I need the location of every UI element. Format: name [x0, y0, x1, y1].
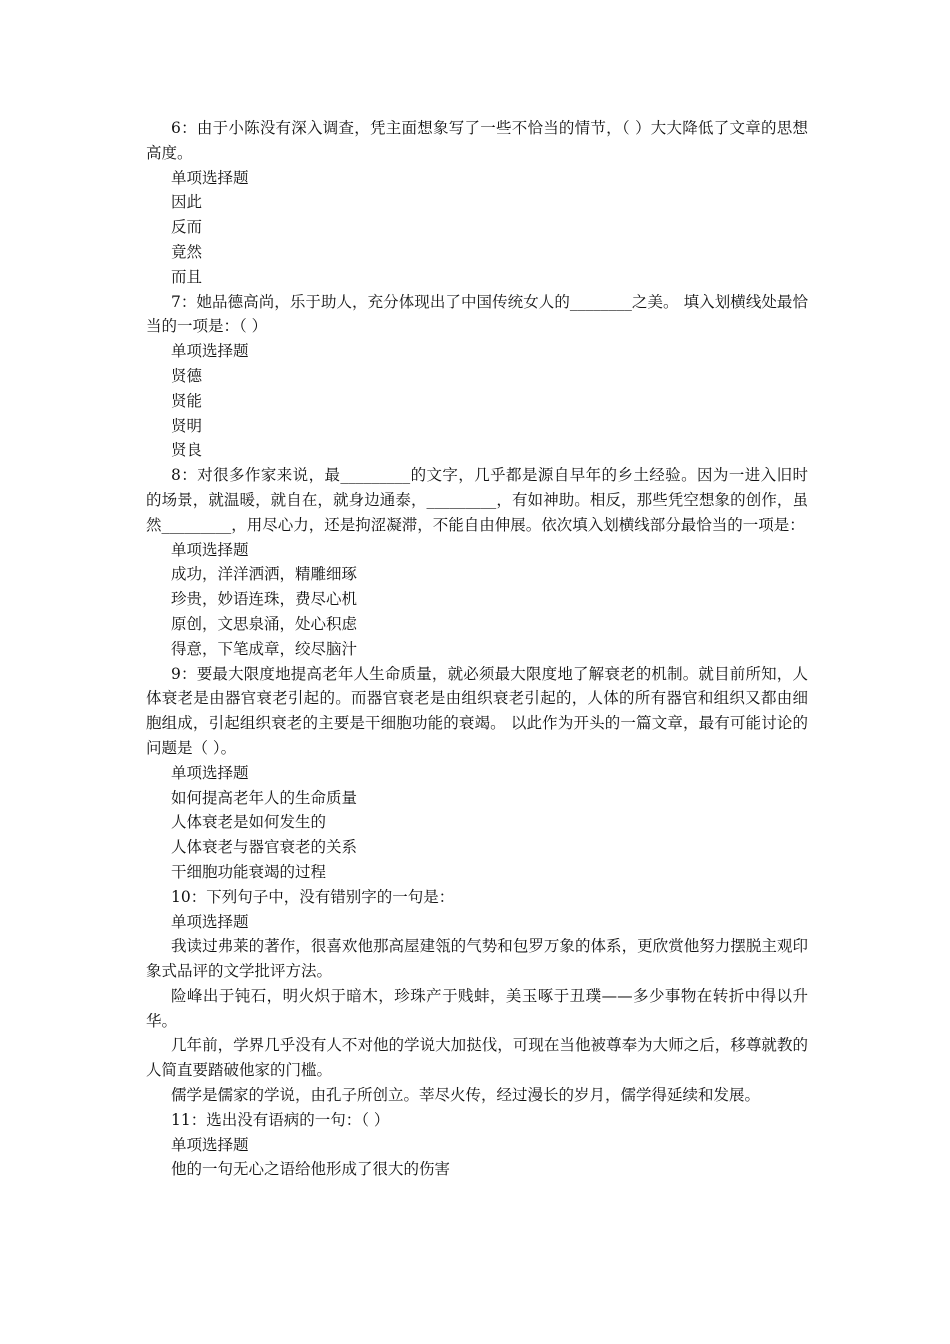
question-6-option-b: 反而 [171, 218, 203, 237]
question-6-type: 单项选择题 [171, 168, 249, 187]
question-11-type: 单项选择题 [171, 1135, 249, 1154]
question-7-option-c: 贤明 [171, 416, 203, 435]
question-8-option-c: 原创，文思泉涌，处心积虑 [171, 614, 358, 633]
question-11-stem: 11：选出没有语病的一句：（ ） [171, 1110, 390, 1129]
question-7-option-a: 贤德 [171, 366, 203, 385]
question-8-stem: 8：对很多作家来说，最_________的文字，几乎都是源自早年的乡土经验。因为一进入旧时的场景，就温暖，就自在，就身边通泰，_________，有如神助。相反，那些凭空想象的创作，虽然_________，用尽心力，还是拘涩凝滞，不能自由伸展。依次填入划横线部分最恰当的一项是： [146, 466, 808, 534]
question-9-option-a: 如何提高老年人的生命质量 [171, 788, 358, 807]
question-7-option-b: 贤能 [171, 391, 203, 410]
question-10-option-d: 儒学是儒家的学说，由孔子所创立。莘尽火传，经过漫长的岁月，儒学得延续和发展。 [171, 1086, 761, 1105]
question-9-type: 单项选择题 [171, 763, 249, 782]
question-9-stem: 9：要最大限度地提高老年人生命质量，就必须最大限度地了解衰老的机制。就目前所知，人体衰老是由器官衰老引起的。而器官衰老是由组织衰老引起的，人体的所有器官和组织又都由细胞组成，引起组织衰老的主要是干细胞功能的衰竭。 以此作为开头的一篇文章，最有可能讨论的问题是（ ）。 [146, 664, 808, 757]
question-8-type: 单项选择题 [171, 540, 249, 559]
question-10-type: 单项选择题 [171, 912, 249, 931]
question-9-option-c: 人体衰老与器官衰老的关系 [171, 838, 358, 857]
question-7-option-d: 贤良 [171, 441, 203, 460]
question-6-option-d: 而且 [171, 267, 203, 286]
question-10-option-c: 几年前，学界几乎没有人不对他的学说大加挞伐，可现在当他被尊奉为大师之后，移尊就教的人简直要踏破他家的门槛。 [146, 1036, 808, 1080]
question-11-option-a: 他的一句无心之语给他形成了很大的伤害 [171, 1160, 451, 1179]
question-10-option-a: 我读过弗莱的著作，很喜欢他那高屋建瓴的气势和包罗万象的体系，更欣赏他努力摆脱主观印象式品评的文学批评方法。 [146, 937, 808, 981]
question-9-option-d: 干细胞功能衰竭的过程 [171, 862, 327, 881]
question-7-type: 单项选择题 [171, 342, 249, 361]
question-6-option-a: 因此 [171, 193, 203, 212]
question-10-option-b: 险峰出于钝石，明火炽于暗木，珍珠产于贱蚌，美玉啄于丑璞——多少事物在转折中得以升华。 [146, 986, 808, 1030]
document-page [146, 116, 808, 1182]
question-6-stem: 6：由于小陈没有深入调查，凭主面想象写了一些不恰当的情节，（ ）大大降低了文章的思想高度。 [146, 119, 808, 162]
question-10-stem: 10：下列句子中，没有错别字的一句是： [171, 887, 455, 906]
question-9-option-b: 人体衰老是如何发生的 [171, 813, 327, 832]
question-8-option-b: 珍贵，妙语连珠，费尽心机 [171, 590, 358, 609]
question-6-option-c: 竟然 [171, 242, 203, 261]
question-8-option-d: 得意，下笔成章，绞尽脑汁 [171, 639, 358, 658]
question-7-stem: 7：她品德高尚，乐于助人，充分体现出了中国传统女人的________之美。 填入划横线处最恰当的一项是：（ ） [146, 292, 808, 336]
question-8-option-a: 成功，洋洋洒洒，精雕细琢 [171, 565, 358, 584]
